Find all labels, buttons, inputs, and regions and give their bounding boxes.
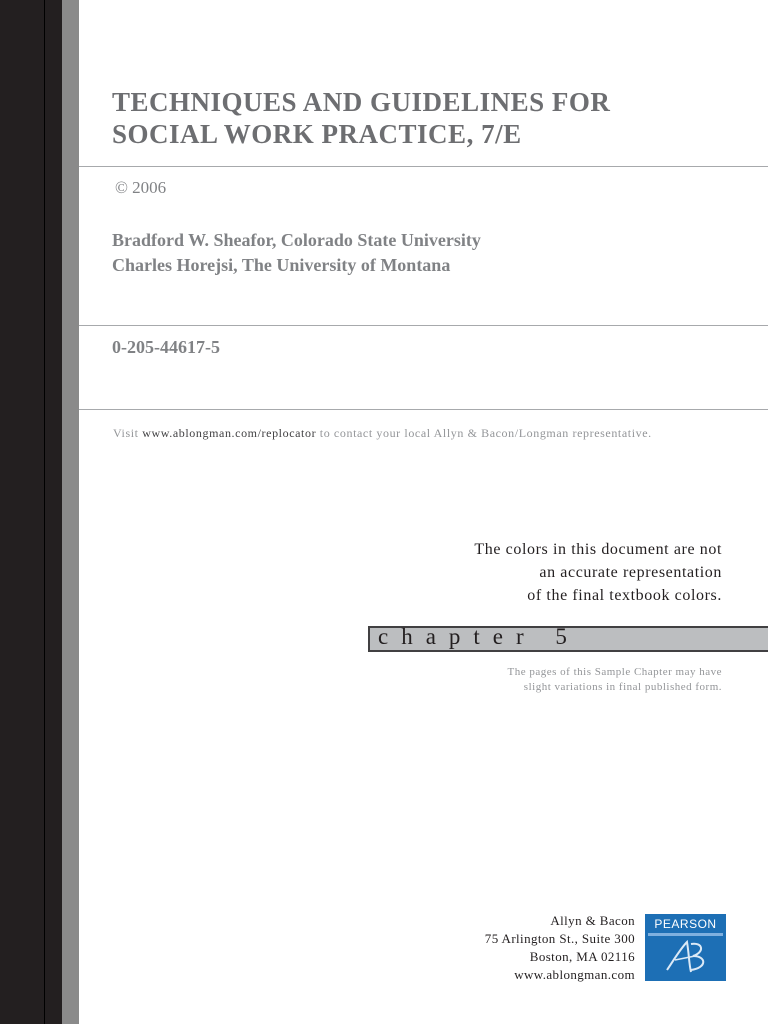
visit-suffix: to contact your local Allyn & Bacon/Longman representative. bbox=[316, 426, 652, 440]
colors-disclaimer-line-1: The colors in this document are not bbox=[474, 541, 722, 558]
sample-chapter-note bbox=[508, 665, 722, 695]
spine-divider-line bbox=[44, 0, 45, 1024]
author-1: Bradford W. Sheafor, Colorado State University bbox=[112, 230, 481, 250]
pearson-wordmark: PEARSON bbox=[654, 917, 717, 931]
colors-disclaimer-line-3: of the final textbook colors. bbox=[527, 587, 722, 604]
replocator-link[interactable]: www.ablongman.com/replocator bbox=[142, 426, 317, 440]
book-title-line-2: SOCIAL WORK PRACTICE, 7/E bbox=[112, 119, 522, 149]
publisher-name: Allyn & Bacon bbox=[550, 913, 635, 928]
chapter-label: chapter 5 bbox=[378, 624, 580, 649]
book-title-line-1: TECHNIQUES AND GUIDELINES FOR bbox=[112, 87, 611, 117]
author-2: Charles Horejsi, The University of Montana bbox=[112, 255, 451, 275]
publisher-address bbox=[485, 912, 635, 984]
divider-rule bbox=[79, 409, 768, 410]
pearson-logo bbox=[645, 914, 726, 981]
copyright-text: © 2006 bbox=[115, 178, 167, 197]
sample-note-line-2: slight variations in final published form. bbox=[523, 681, 722, 693]
ab-monogram-icon bbox=[645, 914, 726, 981]
colors-disclaimer bbox=[474, 538, 722, 607]
spine-grey-band bbox=[62, 0, 79, 1024]
divider-rule bbox=[79, 166, 768, 167]
isbn: 0-205-44617-5 bbox=[112, 337, 220, 357]
publisher-city: Boston, MA 02116 bbox=[529, 949, 635, 964]
colors-disclaimer-line-2: an accurate representation bbox=[539, 564, 722, 581]
visit-line bbox=[113, 426, 652, 441]
sample-note-line-1: The pages of this Sample Chapter may have bbox=[507, 666, 722, 678]
visit-prefix: Visit bbox=[113, 426, 143, 440]
publisher-web[interactable]: www.ablongman.com bbox=[514, 967, 635, 982]
author-list bbox=[112, 228, 481, 278]
divider-rule bbox=[79, 325, 768, 326]
chapter-bar bbox=[368, 626, 768, 652]
publisher-street: 75 Arlington St., Suite 300 bbox=[484, 931, 635, 946]
book-title bbox=[112, 86, 610, 150]
spine-dark-band bbox=[0, 0, 62, 1024]
